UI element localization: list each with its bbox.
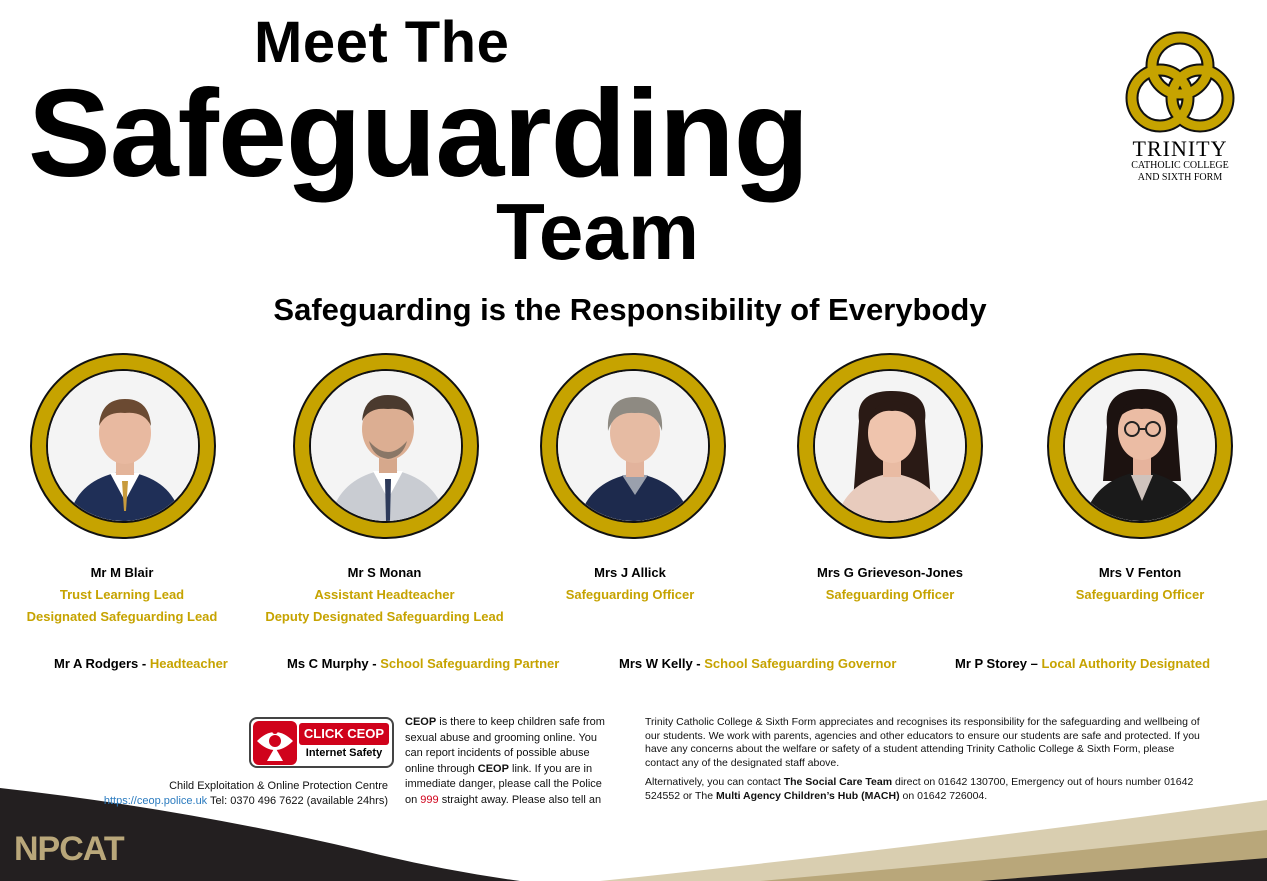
contact-local-authority	[955, 656, 1210, 671]
staff-name: Mrs V Fenton	[1098, 565, 1182, 580]
tagline: Safeguarding is the Responsibility of Everybody	[273, 292, 987, 327]
staff-role: Designated Safeguarding Lead	[26, 609, 218, 624]
staff-card-5	[1040, 562, 1240, 606]
staff-role: Safeguarding Officer	[565, 587, 695, 602]
title-safeguarding: Safeguarding	[28, 65, 809, 203]
separator: -	[138, 656, 150, 671]
logo-subtitle-2: AND SIXTH FORM	[1137, 171, 1223, 183]
staff-card-4	[785, 562, 995, 606]
npcat-logo: NPCAT	[14, 830, 124, 868]
ceop-phone: Tel: 0370 496 7622 (available 24hrs)	[207, 795, 388, 807]
contact-role: School Safeguarding Partner	[380, 656, 560, 671]
title-meet-the: Meet The	[254, 10, 510, 75]
emergency-number: 999	[420, 793, 439, 806]
info-text-part: on 01642 726004.	[899, 789, 988, 802]
portrait-frame-2	[293, 353, 479, 539]
portrait-frame-3	[540, 353, 726, 539]
contact-role: Local Authority Designated	[1041, 656, 1211, 671]
contact-name: Ms C Murphy	[287, 656, 369, 671]
portrait-frame-4	[797, 353, 983, 539]
logo-subtitle-1: CATHOLIC COLLEGE	[1131, 160, 1229, 171]
social-care-team: The Social Care Team	[783, 776, 893, 788]
info-text-part: direct on 01642 130700, Emergency out of hours number 01642 524552 or The	[645, 776, 1194, 802]
mach-hub: Multi Agency Children’s Hub (MACH)	[716, 789, 900, 802]
staff-role: Assistant Headteacher	[314, 587, 455, 602]
staff-role: Safeguarding Officer	[825, 587, 955, 602]
info-paragraph-2	[645, 776, 1205, 803]
separator: –	[1027, 656, 1042, 671]
ceop-term: CEOP	[405, 716, 437, 728]
ceop-link[interactable]: https://ceop.police.uk	[103, 795, 208, 807]
ceop-eye-icon	[253, 721, 297, 765]
contact-name: Mrs W Kelly	[619, 656, 693, 671]
staff-photo-1	[48, 371, 200, 523]
safeguarding-info	[645, 716, 1205, 809]
ceop-caption	[104, 779, 388, 809]
ceop-term: CEOP	[477, 762, 509, 775]
ceop-text-part: is there to keep children safe from sexual abuse and grooming online. You can report incidents of possible abuse online through	[405, 716, 605, 775]
staff-photo-5	[1065, 371, 1217, 523]
school-logo	[1112, 30, 1248, 192]
staff-name: Mrs J Allick	[594, 565, 666, 580]
portrait-frame-1	[30, 353, 216, 539]
title-team: Team	[496, 187, 700, 276]
contact-role: School Safeguarding Governor	[704, 656, 897, 671]
ceop-report-button[interactable]	[249, 717, 394, 768]
logo-name: TRINITY	[1132, 136, 1228, 161]
portrait-frame-5	[1047, 353, 1233, 539]
staff-name: Mr S Monan	[347, 565, 422, 580]
staff-role: Safeguarding Officer	[1075, 587, 1205, 602]
staff-role: Trust Learning Lead	[59, 587, 185, 602]
staff-photo-3	[558, 371, 710, 523]
ceop-description	[405, 715, 615, 808]
staff-card-2	[252, 562, 517, 628]
contact-governor	[619, 656, 896, 671]
staff-role: Deputy Designated Safeguarding Lead	[265, 609, 504, 624]
info-paragraph-1: Trinity Catholic College & Sixth Form appreciates and recognises its responsibility for the safeguarding and wellbeing of our students. We work with parents, agencies and other educators to ensure our students are safe and protected. If you have any concerns about the welfare or safety of a student attending Trinity Catholic College & Sixth Form, please contact any of the designated staff above.	[645, 716, 1200, 769]
separator: -	[692, 656, 705, 671]
staff-name: Mrs G Grieveson-Jones	[817, 565, 963, 580]
ceop-safety-label: Internet Safety	[305, 747, 383, 759]
info-text-part: Alternatively, you can contact	[645, 776, 784, 788]
staff-photo-2	[311, 371, 463, 523]
staff-name: Mr M Blair	[90, 565, 154, 580]
ceop-centre-name: Child Exploitation & Online Protection Centre	[169, 780, 388, 792]
staff-card-3	[530, 562, 730, 606]
ceop-text-part: straight away. Please also tell an	[438, 793, 602, 806]
trinity-knot-icon	[1125, 30, 1235, 134]
staff-card-1	[12, 562, 232, 628]
staff-photo-4	[815, 371, 967, 523]
contact-role: Headteacher	[149, 656, 228, 671]
contact-name: Mr A Rodgers	[54, 656, 139, 671]
ceop-click-label: CLICK CEOP	[299, 723, 389, 745]
ceop-text-part: link. If you are in immediate danger, please call the Police on	[405, 762, 602, 806]
separator: -	[368, 656, 381, 671]
contact-safeguarding-partner	[287, 656, 559, 671]
contact-headteacher	[54, 656, 228, 671]
contact-name: Mr P Storey	[955, 656, 1028, 671]
